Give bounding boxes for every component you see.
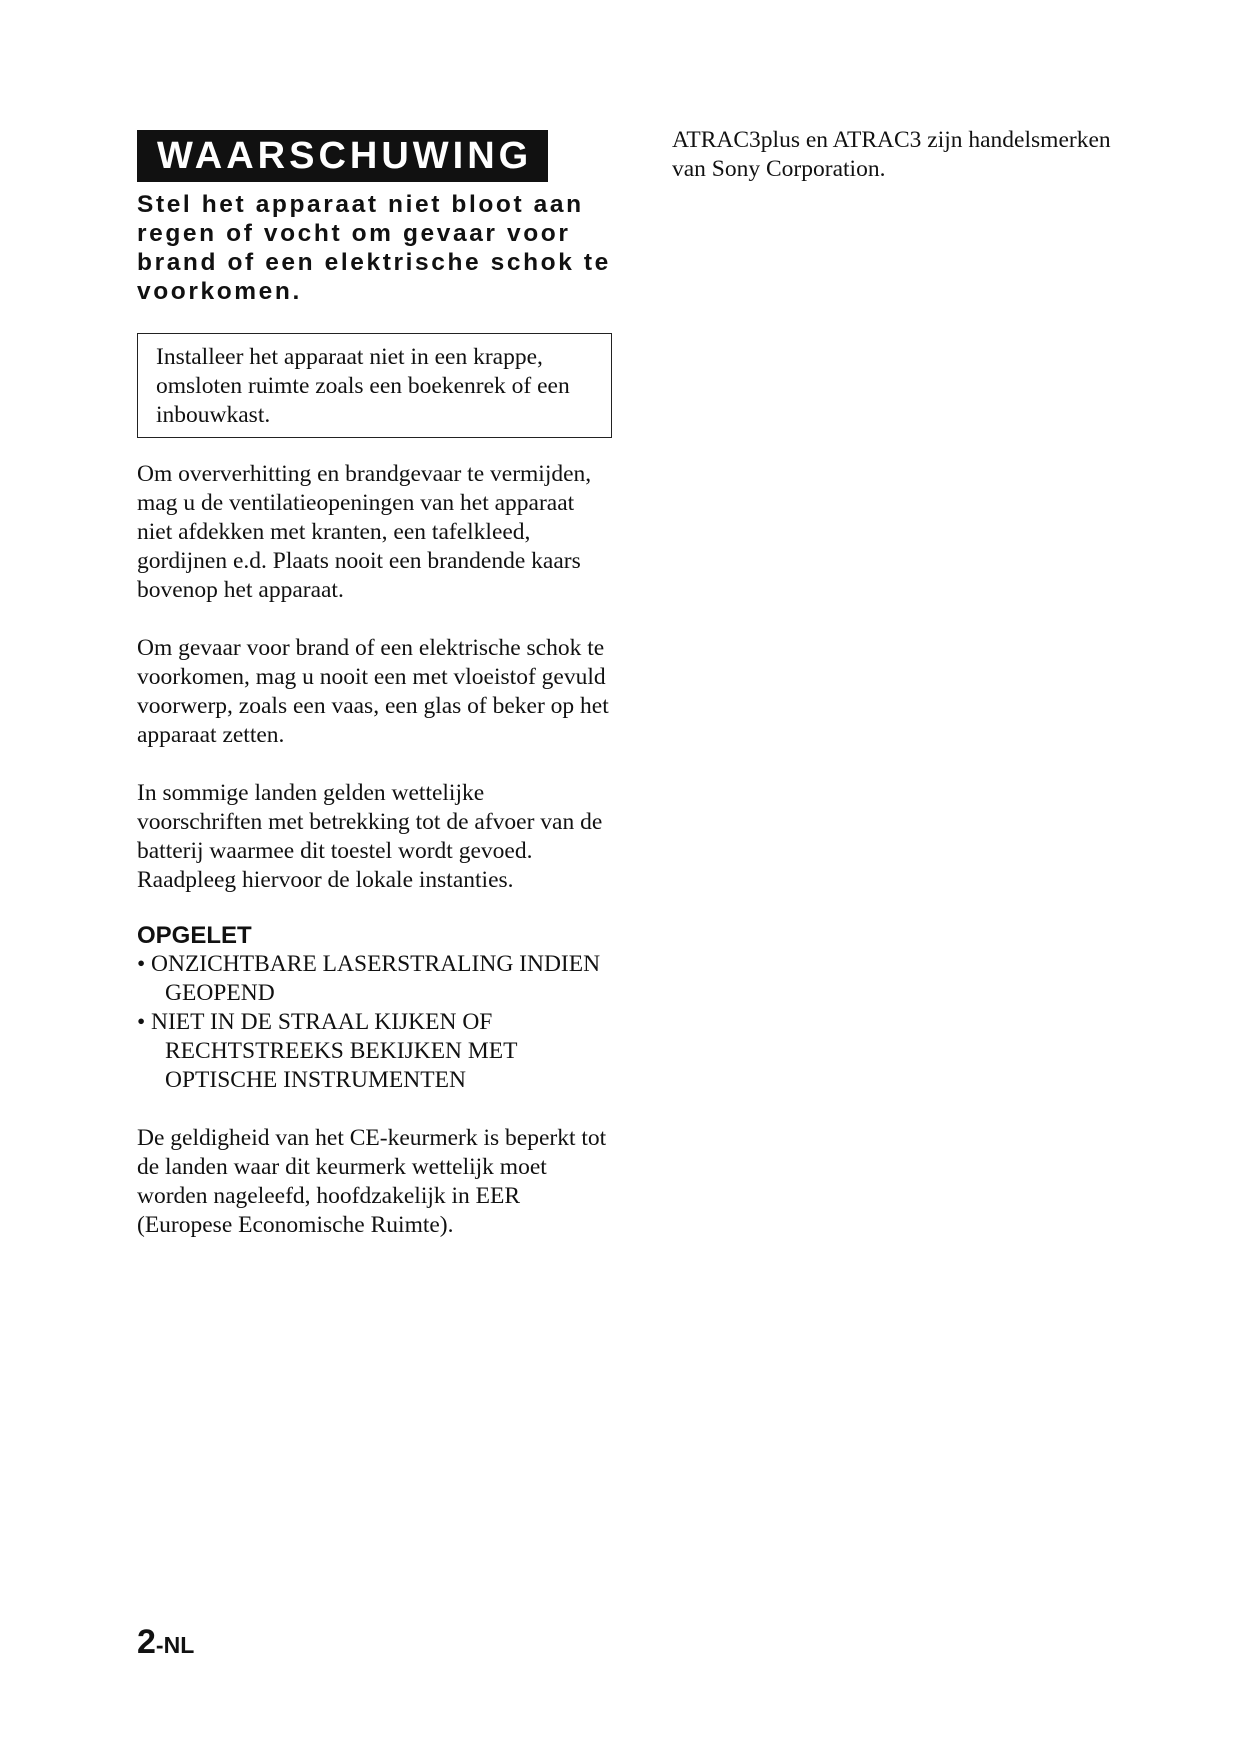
caution-item-text: ONZICHTBARE LASERSTRALING INDIEN GEOPEND xyxy=(151,951,601,1006)
page-number-value: 2 xyxy=(137,1623,156,1661)
bullet-icon: • xyxy=(137,1009,146,1035)
page-number-suffix: -NL xyxy=(155,1632,195,1658)
caution-title: OPGELET xyxy=(137,922,252,949)
caution-list xyxy=(137,950,612,1095)
left-column xyxy=(137,130,612,1240)
bullet-icon: • xyxy=(137,951,146,977)
right-column xyxy=(672,126,1112,184)
caution-item xyxy=(137,1008,612,1095)
caution-item xyxy=(137,950,612,1008)
warning-heading: WAARSCHUWING xyxy=(137,130,548,182)
caution-item-text: NIET IN DE STRAAL KIJKEN OF RECHTSTREEKS BEKIJKEN MET OPTISCHE INSTRUMENTEN xyxy=(151,1009,518,1093)
liquid-paragraph: Om gevaar voor brand of een elektrische schok te voorkomen, mag u nooit een met vloeistof gevuld voorwerp, zoals een vaas, een glas of beker op het apparaat zetten. xyxy=(137,635,609,748)
warning-text: Stel het apparaat niet bloot aan regen of vocht om gevaar voor brand of een elektrische schok te voorkomen. xyxy=(137,191,611,305)
ventilation-paragraph: Om oververhitting en brandgevaar te vermijden, mag u de ventilatieopeningen van het apparaat niet afdekken met kranten, een tafelkleed, gordijnen e.d. Plaats nooit een brandende kaars bovenop het apparaat. xyxy=(137,461,592,603)
page-number xyxy=(137,1622,194,1665)
installation-note-box: Installeer het apparaat niet in een krappe, omsloten ruimte zoals een boekenrek of een inbouwkast. xyxy=(137,333,612,438)
battery-disposal-paragraph: In sommige landen gelden wettelijke voorschriften met betrekking tot de afvoer van de batterij waarmee dit toestel wordt gevoed. Raadpleeg hiervoor de lokale instanties. xyxy=(137,780,603,893)
trademark-notice: ATRAC3plus en ATRAC3 zijn handelsmerken van Sony Corporation. xyxy=(672,127,1111,182)
ce-mark-paragraph: De geldigheid van het CE-keurmerk is beperkt tot de landen waar dit keurmerk wettelijk moet worden nageleefd, hoofdzakelijk in EER (Europese Economische Ruimte). xyxy=(137,1125,607,1238)
